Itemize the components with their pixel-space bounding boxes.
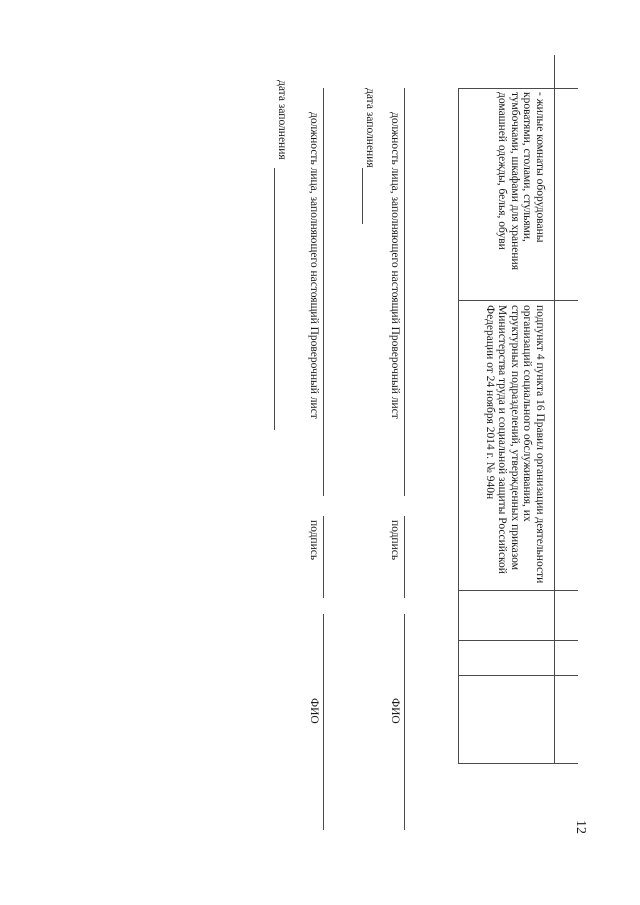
- table-cell-requirement: - жилые комнаты оборудованы кроватями, столами, стульями, тумбочками, шкафами для хранения домашней одежды, белья, обуви: [496, 92, 546, 270]
- name-line: [323, 614, 324, 830]
- position-line: [404, 88, 405, 496]
- table-cell-legal-basis: подпункт 4 пункта 16 Правил организации деятельности организаций социального обслуживания, их структурных подразделений, утвержденных приказом Министерства труда и социальной защиты Российской Федерации от 24 ноября 2014 г. № 940н: [484, 305, 546, 584]
- name-line: [404, 614, 405, 830]
- date-line: [274, 168, 275, 430]
- table-col-divider: [458, 300, 578, 301]
- table-border-left: [458, 88, 578, 89]
- signature-label: подпись: [308, 520, 320, 561]
- table-border-bottom: [458, 88, 459, 763]
- position-label: должность лица, заполняющего настоящий Проверочный лист: [308, 112, 320, 419]
- position-label: должность лица, заполняющего настоящий Проверочный лист: [389, 112, 401, 419]
- date-line: [362, 168, 363, 224]
- table-col-divider: [458, 675, 578, 676]
- signature-label: подпись: [389, 520, 401, 561]
- table-col-divider: [458, 763, 578, 764]
- date-label: дата заполнения: [364, 88, 376, 168]
- name-label: ФИО: [389, 698, 401, 724]
- signature-line: [404, 516, 405, 598]
- page-number: 12: [573, 820, 588, 834]
- signature-line: [323, 516, 324, 598]
- date-label: дата заполнения: [276, 80, 288, 160]
- table-row-divider: [554, 55, 555, 763]
- table-col-divider: [458, 590, 578, 591]
- position-line: [323, 88, 324, 496]
- table-col-divider: [458, 640, 578, 641]
- name-label: ФИО: [308, 698, 320, 724]
